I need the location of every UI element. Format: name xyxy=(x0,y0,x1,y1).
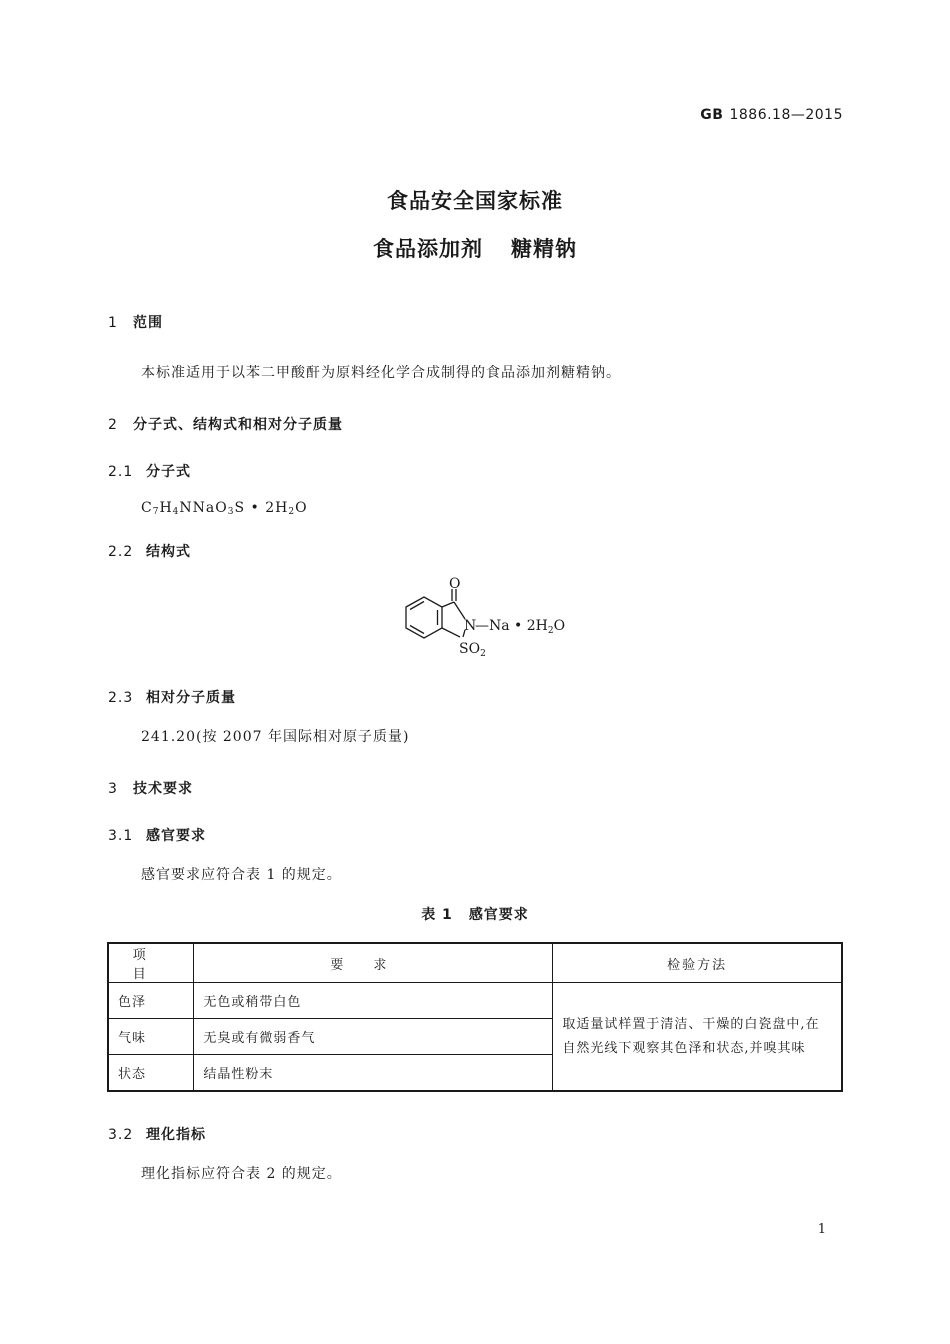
header-item: 项目 xyxy=(108,943,194,983)
section-2-3-heading xyxy=(108,687,236,707)
section-number: 2.3 xyxy=(108,690,134,706)
row-requirement: 结晶性粉末 xyxy=(194,1055,553,1092)
section-number: 2.2 xyxy=(108,544,134,560)
section-2-2-heading xyxy=(108,541,191,561)
molecular-mass-text: 241.20(按 2007 年国际相对原子质量) xyxy=(141,729,410,745)
nitrogen-label: N xyxy=(464,618,477,634)
test-method: 取适量试样置于清洁、干燥的白瓷盘中,在自然光线下观察其色泽和状态,并嗅其味 xyxy=(553,983,842,1092)
section-number: 2 xyxy=(108,417,118,433)
section-title: 结构式 xyxy=(146,544,191,560)
section-title: 分子式 xyxy=(146,464,191,480)
section-title: 范围 xyxy=(133,315,163,331)
section-3-heading xyxy=(108,778,193,798)
standard-prefix: GB xyxy=(700,107,724,123)
molecular-formula: $C_7H_4NNaO_3S$ • $2H_2O$ xyxy=(141,500,308,517)
section-title: 技术要求 xyxy=(133,781,193,797)
row-item: 状态 xyxy=(108,1055,194,1092)
section-number: 3.1 xyxy=(108,828,134,844)
section-title: 分子式、结构式和相对分子质量 xyxy=(133,417,343,433)
sensory-table xyxy=(107,942,843,1092)
physicochemical-paragraph: 理化指标应符合表 2 的规定。 xyxy=(141,1166,342,1182)
section-number: 3.2 xyxy=(108,1127,134,1143)
sub-title xyxy=(0,233,950,263)
row-requirement: 无臭或有微弱香气 xyxy=(194,1019,553,1055)
section-title: 理化指标 xyxy=(146,1127,206,1143)
section-3-2-heading xyxy=(108,1124,206,1144)
table-header-row xyxy=(108,943,842,983)
row-item: 气味 xyxy=(108,1019,194,1055)
section-2-1-heading xyxy=(108,461,191,481)
oxygen-label: O xyxy=(449,576,461,592)
table-caption-title: 感官要求 xyxy=(468,907,529,923)
scope-paragraph: 本标准适用于以苯二甲酸酐为原料经化学合成制得的食品添加剂糖精钠。 xyxy=(141,365,621,381)
row-requirement: 无色或稍带白色 xyxy=(194,983,553,1019)
sodium-label: —Na • $2H_2O$ xyxy=(475,618,566,636)
header-method: 检验方法 xyxy=(553,943,842,983)
section-2-heading xyxy=(108,414,343,434)
standard-number: 1886.18—2015 xyxy=(729,107,843,123)
sub-title-category: 食品添加剂 xyxy=(373,237,483,261)
sensory-paragraph: 感官要求应符合表 1 的规定。 xyxy=(141,867,342,883)
standard-code xyxy=(700,107,843,123)
header-requirement: 要求 xyxy=(194,943,553,983)
sulfonyl-label: $SO_2$ xyxy=(459,641,486,659)
table-row xyxy=(108,983,842,1019)
section-title: 相对分子质量 xyxy=(146,690,236,706)
section-1-heading xyxy=(108,312,163,332)
table-caption-number: 表 1 xyxy=(421,907,453,923)
section-3-1-heading xyxy=(108,825,206,845)
section-number: 1 xyxy=(108,315,118,331)
row-item: 色泽 xyxy=(108,983,194,1019)
section-number: 2.1 xyxy=(108,464,134,480)
sub-title-product: 糖精钠 xyxy=(511,237,577,261)
section-title: 感官要求 xyxy=(146,828,206,844)
table-1-caption xyxy=(0,904,950,924)
page-number: 1 xyxy=(817,1222,826,1237)
structural-formula xyxy=(380,575,580,665)
main-title: 食品安全国家标准 xyxy=(387,189,563,213)
section-number: 3 xyxy=(108,781,118,797)
